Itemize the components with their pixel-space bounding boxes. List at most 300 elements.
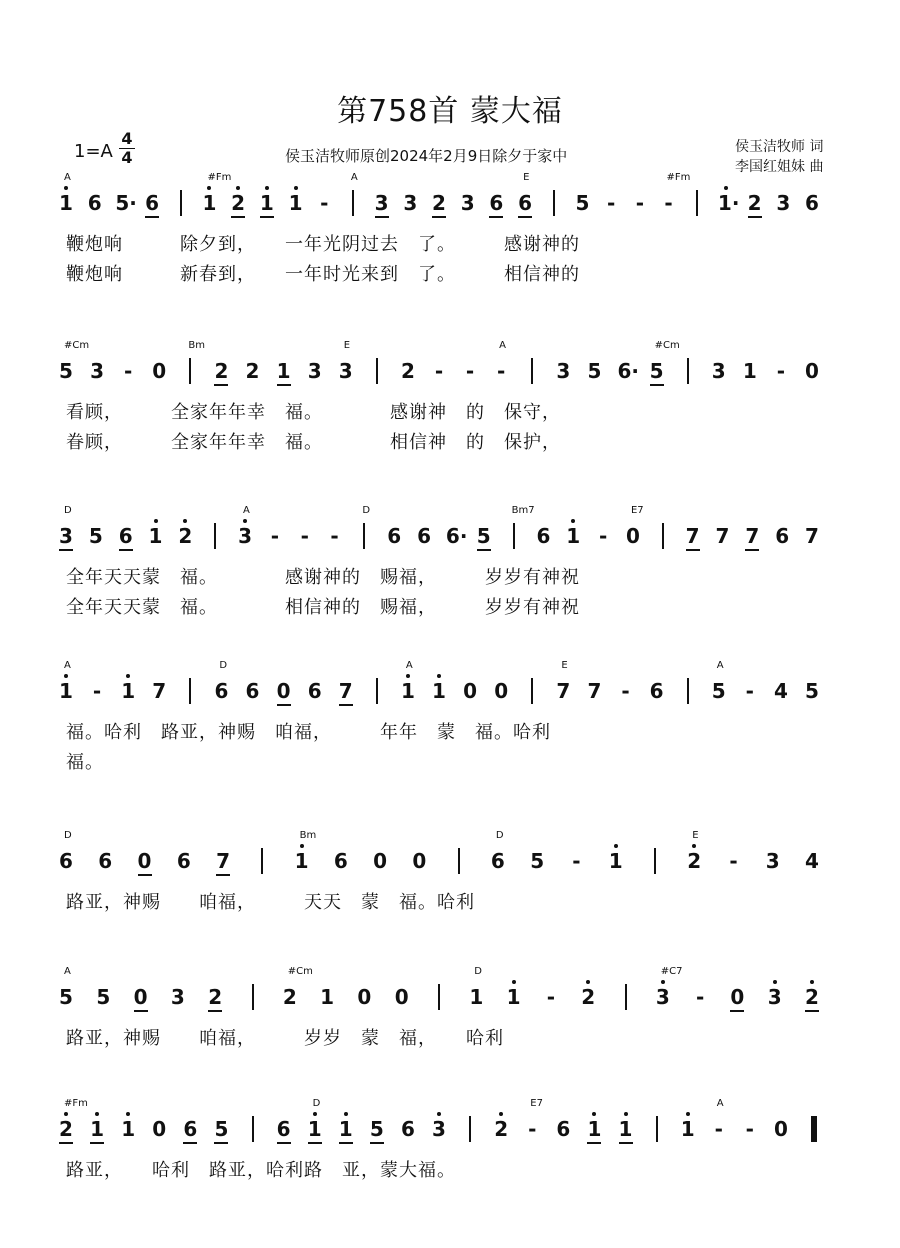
barline: [352, 190, 354, 216]
note: [58, 192, 74, 214]
note: [529, 850, 545, 872]
note: [400, 360, 416, 382]
octave-up-dot: [95, 1112, 99, 1116]
note-symbol: -: [606, 191, 616, 215]
note-symbol: 1: [338, 1117, 353, 1141]
note: [213, 360, 229, 382]
octave-up-dot: [294, 186, 298, 190]
note: [207, 986, 223, 1008]
note-symbol: -: [714, 1117, 723, 1141]
note: [586, 360, 602, 382]
note: [649, 360, 665, 382]
note-symbol: 2: [432, 191, 446, 215]
duration-underline: [489, 216, 503, 218]
chord-symbol: #C7: [660, 966, 683, 977]
note: [356, 986, 372, 1008]
barline: [625, 984, 627, 1010]
note-symbol: 1: [59, 679, 73, 703]
chord-symbol: D: [362, 505, 371, 516]
octave-up-dot: [661, 980, 665, 984]
duration-underline: [518, 216, 532, 218]
chord-symbol: A: [716, 660, 724, 671]
note: [288, 192, 304, 214]
lyric-line: 鞭炮响 除夕到， 一年光阴过去 了。 感谢神的: [66, 234, 580, 255]
note-symbol: 6: [98, 849, 113, 873]
note: [87, 192, 103, 214]
note: [338, 360, 354, 382]
octave-up-dot: [586, 980, 590, 984]
note-extension: [327, 525, 343, 547]
note-symbol: 5: [369, 1117, 384, 1141]
lyric-line: 鞭炮响 新春到， 一年时光来到 了。 相信神的: [66, 264, 580, 285]
note: [618, 1118, 634, 1140]
note-symbol: 6: [87, 191, 102, 215]
duration-underline: [277, 704, 291, 706]
key-signature: 1=A: [74, 141, 113, 162]
note: [88, 525, 104, 547]
note-symbol: -: [300, 524, 309, 548]
barline: [654, 848, 656, 874]
note: [773, 680, 789, 702]
note-symbol: 7: [685, 524, 700, 548]
note-symbol: -: [621, 679, 630, 703]
octave-up-dot: [236, 186, 240, 190]
barline: [687, 358, 689, 384]
note-symbol: 0: [805, 359, 819, 383]
duration-underline: [90, 1142, 104, 1144]
octave-up-dot: [64, 186, 68, 190]
chord-symbol: A: [350, 172, 358, 183]
staff-row: [0, 1098, 900, 1248]
note: [276, 360, 292, 382]
barline: [180, 190, 182, 216]
chord-symbol: D: [474, 966, 482, 977]
chord-symbol: E: [343, 340, 351, 351]
note: [58, 360, 74, 382]
staff-row: [0, 966, 900, 1116]
barline: [214, 523, 216, 549]
chord-symbol: Bm: [188, 340, 205, 351]
chord-symbol: Bm7: [511, 505, 535, 516]
chord-symbol: E7: [630, 505, 644, 516]
barline: [376, 358, 378, 384]
chord-symbol: #Cm: [64, 340, 90, 351]
barline: [376, 678, 378, 704]
note-symbol: 0: [276, 679, 291, 703]
note-symbol: -: [465, 359, 475, 383]
chord-symbol: #Cm: [654, 340, 680, 351]
note-symbol: 3: [556, 359, 571, 383]
barline: [553, 190, 555, 216]
note-symbol: -: [598, 524, 608, 548]
chord-symbol: A: [64, 966, 71, 977]
duration-underline: [59, 549, 73, 551]
note-symbol: 6: [59, 849, 73, 873]
note: [144, 192, 160, 214]
note: [767, 986, 783, 1008]
octave-up-dot: [614, 844, 618, 848]
note-symbol: 6: [518, 191, 533, 215]
note-symbol: 2: [805, 985, 819, 1009]
chord-symbol: Bm: [299, 830, 317, 841]
song-title: 第758首 蒙大福: [337, 94, 563, 129]
note-symbol: 1: [202, 191, 217, 215]
note: [307, 1118, 323, 1140]
duration-underline: [730, 1010, 744, 1012]
note-symbol: 1: [90, 1117, 105, 1141]
octave-up-dot: [724, 186, 728, 190]
note-symbol: -: [330, 524, 339, 548]
note-symbol: 1·: [717, 191, 740, 215]
note: [89, 360, 105, 382]
note-symbol: 3: [460, 191, 475, 215]
note-symbol: 6: [276, 1117, 291, 1141]
note-symbol: 4: [805, 849, 819, 873]
note: [804, 680, 820, 702]
note-extension: [568, 850, 584, 872]
note-symbol: -: [546, 985, 556, 1009]
duration-underline: [59, 1142, 73, 1144]
note: [586, 680, 602, 702]
note-extension: [267, 525, 283, 547]
note-extension: [493, 360, 509, 382]
duration-underline: [619, 1142, 633, 1144]
note-symbol: 1: [618, 1117, 633, 1141]
note: [97, 850, 113, 872]
note: [431, 1118, 447, 1140]
chord-symbol: A: [243, 505, 250, 516]
note-symbol: 6: [307, 679, 322, 703]
note: [259, 192, 275, 214]
note: [170, 986, 186, 1008]
chord-symbol: D: [64, 830, 72, 841]
note-symbol: 5: [587, 359, 602, 383]
lyric-line: 路亚，神赐 咱福， 岁岁 蒙 福， 哈利: [66, 1028, 504, 1049]
note-symbol: 2: [581, 985, 596, 1009]
note: [120, 680, 136, 702]
note: [245, 680, 261, 702]
composer-credit: 李国红姐妹 曲: [735, 159, 824, 175]
note: [649, 680, 665, 702]
note: [374, 192, 390, 214]
note-extension: [595, 525, 611, 547]
note: [333, 850, 349, 872]
note-symbol: 6: [490, 849, 505, 873]
octave-up-dot: [64, 674, 68, 678]
note: [685, 525, 701, 547]
note-symbol: 5: [59, 985, 73, 1009]
note: [151, 360, 167, 382]
chord-symbol: D: [64, 505, 72, 516]
note: [282, 986, 298, 1008]
note-symbol: 2: [231, 191, 246, 215]
barline: [438, 984, 440, 1010]
note-symbol: 0: [463, 679, 478, 703]
note-symbol: 6: [805, 191, 819, 215]
note-extension: [618, 680, 634, 702]
note: [369, 1118, 385, 1140]
note-extension: [431, 360, 447, 382]
note-symbol: -: [124, 359, 133, 383]
chord-symbol: E: [692, 830, 699, 841]
note-extension: [543, 986, 559, 1008]
note: [237, 525, 253, 547]
note: [535, 525, 551, 547]
note: [804, 850, 820, 872]
note: [215, 850, 231, 872]
note-symbol: 6: [400, 1117, 415, 1141]
note: [213, 680, 229, 702]
note-extension: [692, 986, 708, 1008]
note-symbol: 3: [374, 191, 389, 215]
note-symbol: 5: [96, 985, 111, 1009]
note-symbol: -: [664, 191, 673, 215]
note-symbol: 0: [625, 524, 640, 548]
note: [506, 986, 522, 1008]
staff-row: [0, 830, 900, 980]
duration-underline: [339, 704, 353, 706]
note-symbol: 5: [214, 1117, 229, 1141]
note-symbol: 1: [148, 524, 163, 548]
note-symbol: -: [745, 1117, 754, 1141]
note-symbol: -: [528, 1117, 537, 1141]
note-symbol: 1: [566, 524, 581, 548]
duration-underline: [134, 1010, 148, 1012]
note: [625, 525, 641, 547]
note-symbol: -: [635, 191, 644, 215]
note: [386, 525, 402, 547]
note-symbol: 3: [776, 191, 791, 215]
octave-up-dot: [810, 980, 814, 984]
barline: [513, 523, 515, 549]
octave-up-dot: [773, 980, 777, 984]
note-symbol: 6: [417, 524, 432, 548]
octave-up-dot: [592, 1112, 596, 1116]
note: [245, 360, 261, 382]
note-symbol: 0: [394, 985, 409, 1009]
note-symbol: 1: [506, 985, 521, 1009]
lyric-line: 看顾， 全家年年幸 福。 感谢神 的 保守，: [66, 402, 561, 423]
octave-up-dot: [499, 1112, 503, 1116]
note: [372, 850, 388, 872]
note: [765, 850, 781, 872]
note: [95, 986, 111, 1008]
chord-symbol: D: [495, 830, 504, 841]
note-extension: [316, 192, 332, 214]
note-symbol: 1: [432, 679, 446, 703]
octave-up-dot: [512, 980, 516, 984]
note-extension: [661, 192, 677, 214]
octave-up-dot: [300, 844, 304, 848]
note: [151, 1118, 167, 1140]
note-symbol: 2: [494, 1117, 509, 1141]
note-symbol: 6: [387, 524, 402, 548]
note-symbol: 7: [587, 679, 602, 703]
octave-up-dot: [265, 186, 269, 190]
note: [476, 525, 492, 547]
note-symbol: 4: [773, 679, 788, 703]
octave-up-dot: [126, 1112, 130, 1116]
note-symbol: 5: [805, 679, 819, 703]
note: [460, 192, 476, 214]
note-symbol: 6: [118, 524, 133, 548]
note: [804, 192, 820, 214]
octave-up-dot: [126, 674, 130, 678]
note-symbol: -: [729, 849, 738, 873]
note: [402, 192, 418, 214]
note-symbol: 2: [208, 985, 223, 1009]
note: [680, 1118, 696, 1140]
note: [773, 1118, 789, 1140]
lyric-line: 路亚， 哈利 路亚，哈利路 亚，蒙大福。: [66, 1160, 456, 1181]
note-symbol: 6: [183, 1117, 198, 1141]
note-symbol: -: [572, 849, 581, 873]
octave-up-dot: [437, 674, 441, 678]
note-symbol: 3: [767, 985, 782, 1009]
chord-symbol: #Fm: [207, 172, 232, 183]
note-symbol: 0: [373, 849, 388, 873]
barline: [656, 1116, 658, 1142]
note: [555, 680, 571, 702]
note: [617, 359, 640, 383]
note-symbol: 1: [469, 985, 484, 1009]
note-symbol: 7: [216, 849, 230, 873]
note: [151, 680, 167, 702]
note: [493, 1118, 509, 1140]
duration-underline: [745, 549, 759, 551]
note-extension: [742, 1118, 758, 1140]
note-symbol: 6·: [617, 359, 640, 383]
note: [714, 525, 730, 547]
chord-symbol: A: [405, 660, 413, 671]
octave-up-dot: [313, 1112, 317, 1116]
note-extension: [632, 192, 648, 214]
barline: [261, 848, 263, 874]
note-symbol: 1: [288, 191, 303, 215]
note-symbol: -: [320, 191, 329, 215]
barline: [189, 358, 191, 384]
note-symbol: -: [92, 679, 102, 703]
note-symbol: 0: [152, 359, 167, 383]
note: [230, 192, 246, 214]
note-symbol: 5·: [115, 191, 137, 215]
note-symbol: 0: [137, 849, 152, 873]
note-symbol: 6: [176, 849, 191, 873]
chord-symbol: D: [312, 1098, 321, 1109]
note: [774, 525, 790, 547]
duration-underline: [432, 216, 446, 218]
note: [294, 850, 310, 872]
song-subtitle: 侯玉洁牧师原创2024年2月9日除夕于家中: [285, 147, 568, 165]
note-symbol: 6: [536, 524, 551, 548]
note-symbol: 7: [556, 679, 571, 703]
note: [276, 1118, 292, 1140]
note: [580, 986, 596, 1008]
note: [804, 986, 820, 1008]
note: [319, 986, 335, 1008]
note: [717, 191, 740, 215]
note-symbol: 5: [88, 524, 103, 548]
chord-symbol: A: [716, 1098, 724, 1109]
octave-up-dot: [686, 1112, 690, 1116]
barline: [252, 984, 254, 1010]
note: [133, 986, 149, 1008]
duration-underline: [208, 1010, 222, 1012]
barline: [531, 678, 533, 704]
chord-symbol: E: [523, 172, 530, 183]
note: [411, 850, 427, 872]
note-symbol: 5: [530, 849, 545, 873]
duration-underline: [277, 1142, 291, 1144]
note-symbol: 3: [711, 359, 726, 383]
note-extension: [524, 1118, 540, 1140]
note: [729, 986, 745, 1008]
note-symbol: 2: [400, 359, 415, 383]
octave-up-dot: [344, 1112, 348, 1116]
note: [468, 986, 484, 1008]
note-symbol: 3: [403, 191, 418, 215]
note: [586, 1118, 602, 1140]
note-symbol: 3: [655, 985, 670, 1009]
duration-underline: [138, 874, 152, 876]
octave-up-dot: [571, 519, 575, 523]
final-barline: [811, 1116, 817, 1142]
note-symbol: 6: [333, 849, 348, 873]
lyric-line: 路亚，神赐 咱福， 天天 蒙 福。哈利: [66, 892, 475, 913]
note-symbol: -: [776, 359, 786, 383]
note-symbol: 3: [307, 359, 322, 383]
duration-underline: [748, 216, 762, 218]
octave-up-dot: [692, 844, 696, 848]
note-symbol: 7: [745, 524, 760, 548]
note-symbol: 6: [556, 1117, 571, 1141]
barline: [687, 678, 689, 704]
note: [177, 525, 193, 547]
octave-up-dot: [243, 519, 247, 523]
note: [555, 360, 571, 382]
note-symbol: 3: [765, 849, 780, 873]
note: [338, 680, 354, 702]
barline: [252, 1116, 254, 1142]
duration-underline: [214, 384, 228, 386]
staff-row: [0, 172, 900, 322]
time-signature-top: 4: [121, 129, 133, 148]
time-signature: [118, 130, 136, 167]
note: [307, 680, 323, 702]
note: [394, 986, 410, 1008]
note-symbol: 5: [649, 359, 664, 383]
duration-underline: [308, 1142, 322, 1144]
note-extension: [773, 360, 789, 382]
lyric-line: 福。哈利 路亚，神赐 咱福， 年年 蒙 福。哈利: [66, 722, 551, 743]
chord-symbol: A: [64, 172, 71, 183]
note-symbol: 1: [259, 191, 274, 215]
note: [804, 525, 820, 547]
note-symbol: -: [270, 524, 280, 548]
note: [115, 191, 137, 215]
note-symbol: 6: [145, 191, 160, 215]
chord-symbol: #Fm: [666, 172, 691, 183]
note: [338, 1118, 354, 1140]
barline: [531, 358, 533, 384]
octave-up-dot: [183, 519, 187, 523]
octave-up-dot: [406, 674, 410, 678]
note-symbol: 1: [294, 849, 309, 873]
note-symbol: 1: [121, 679, 136, 703]
barline: [363, 523, 365, 549]
note-symbol: 2: [747, 191, 762, 215]
note: [775, 192, 791, 214]
